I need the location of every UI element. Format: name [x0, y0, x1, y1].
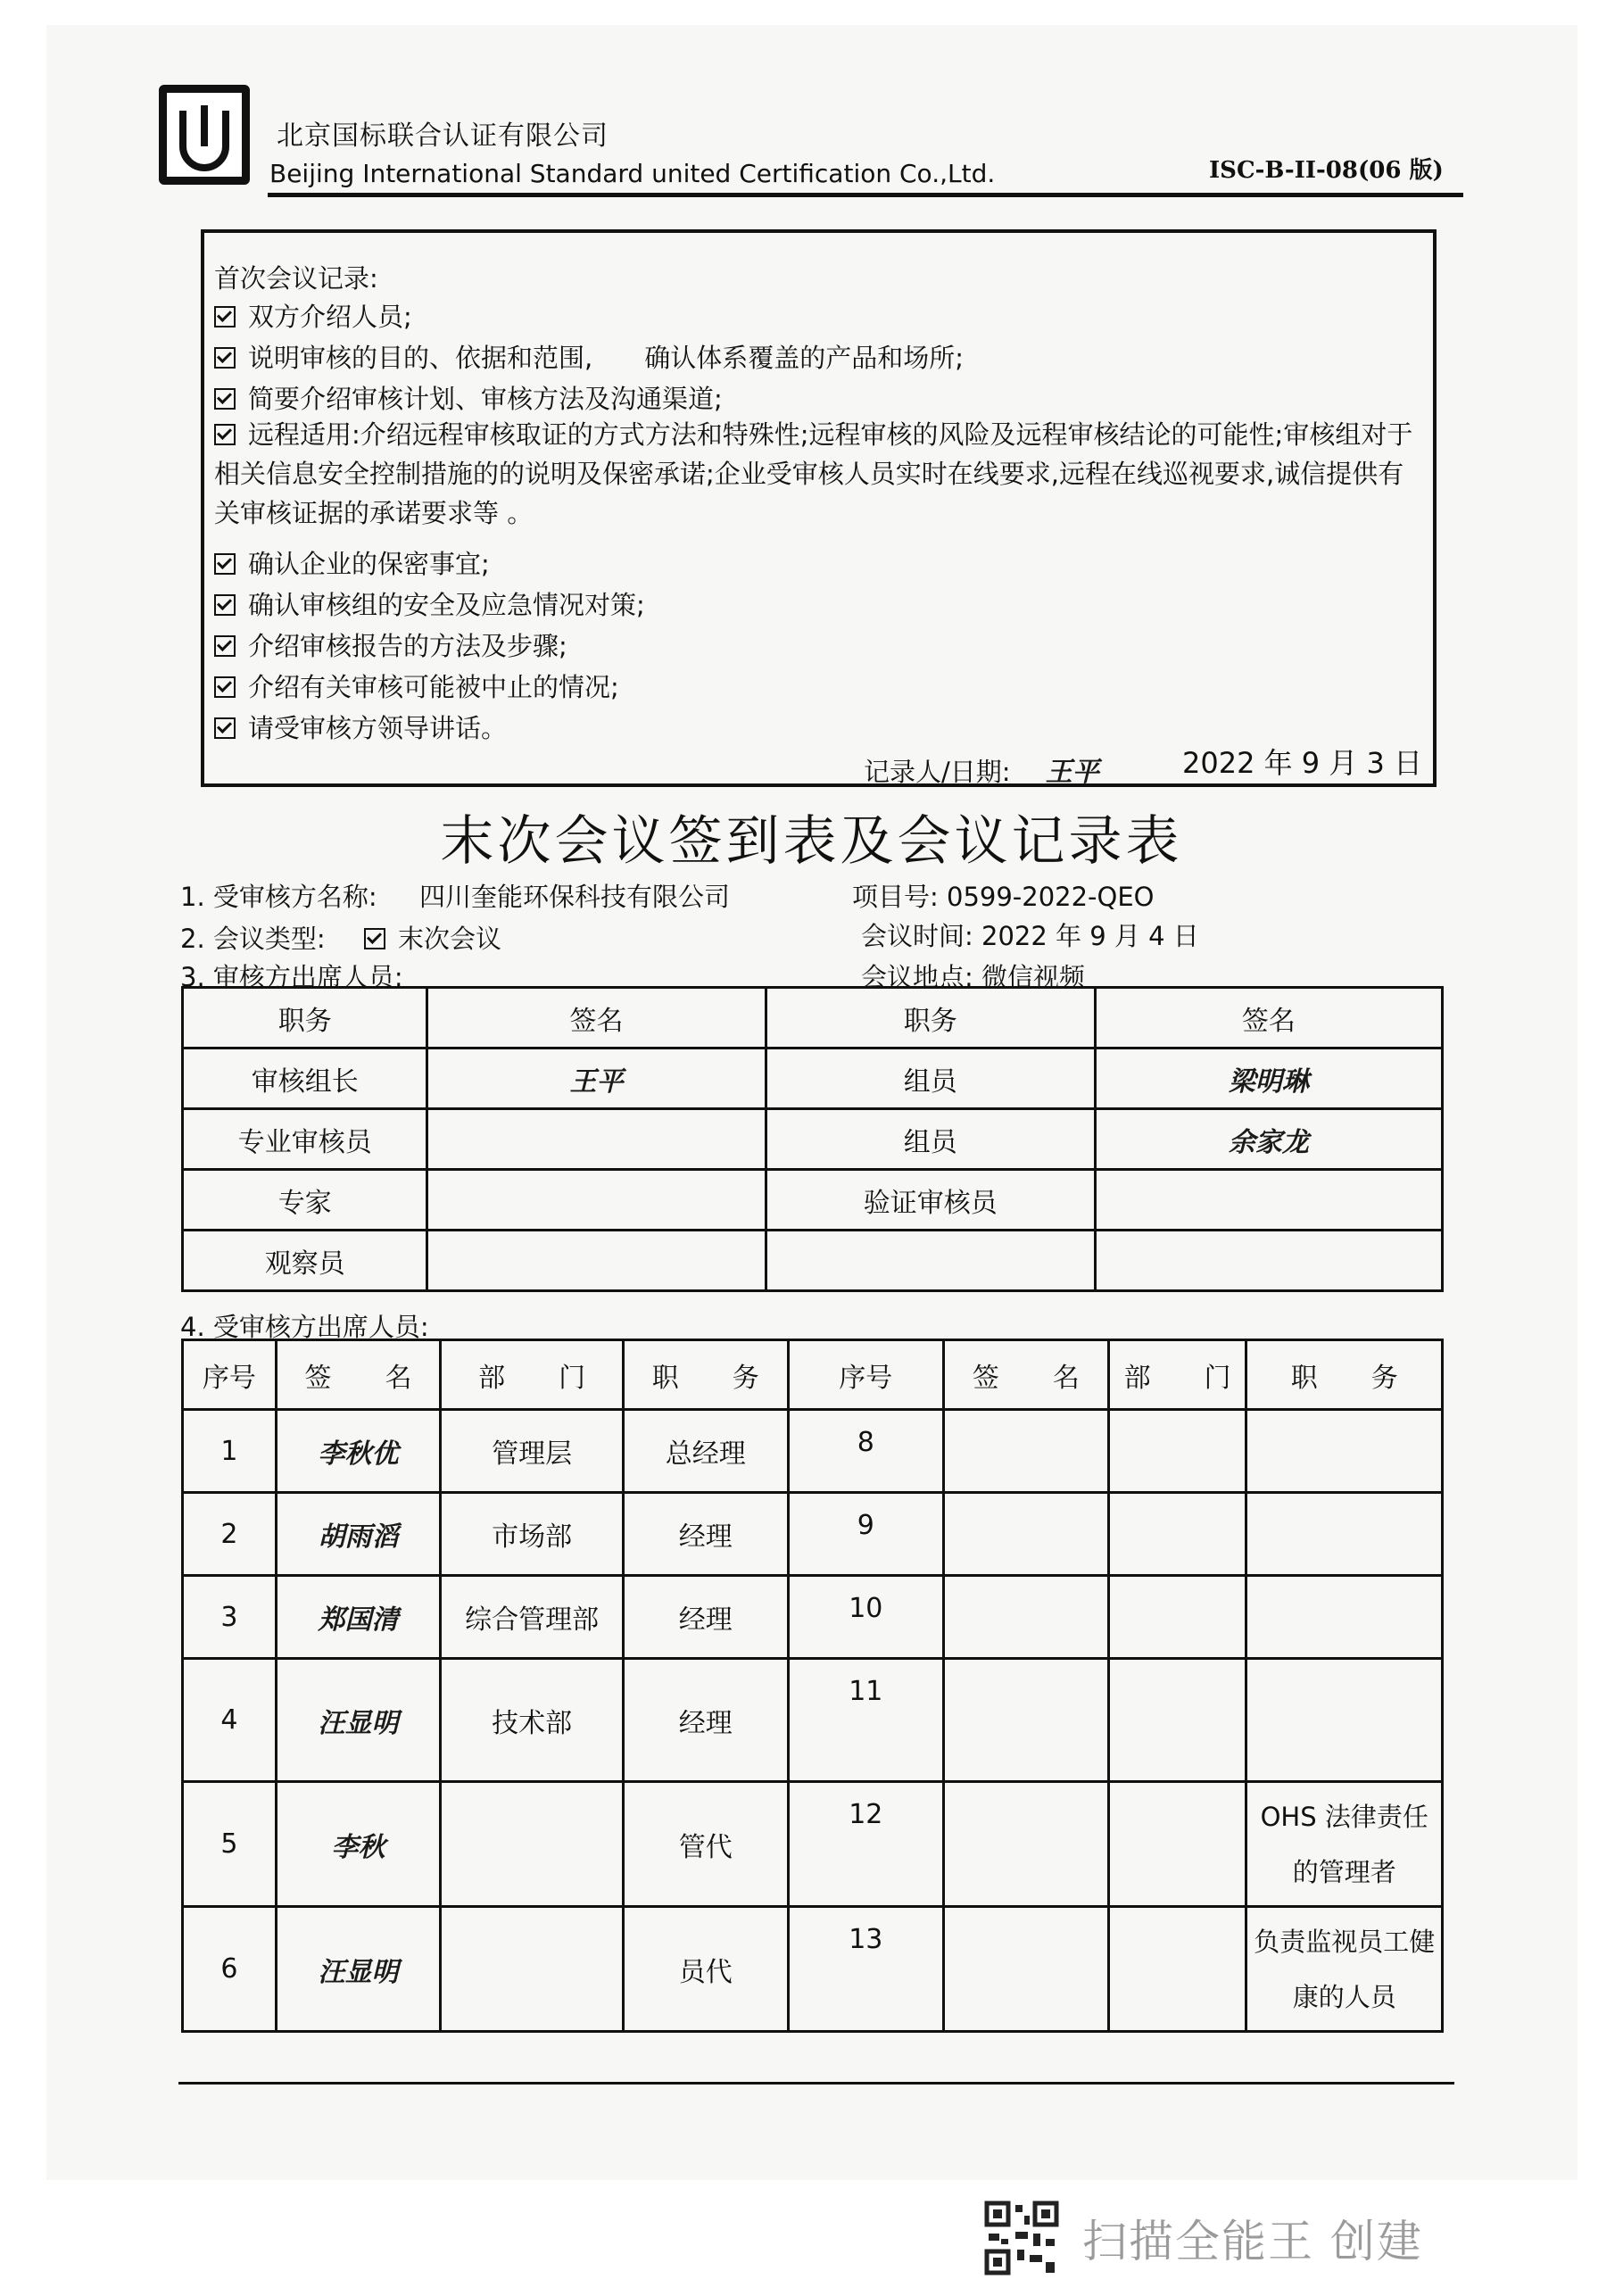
checkbox-checked-icon — [364, 928, 385, 949]
row-number: 13 — [788, 1907, 943, 2032]
signature-cell — [1095, 1170, 1442, 1231]
recorder-line — [864, 750, 1099, 789]
signature-cell — [944, 1576, 1109, 1659]
position-cell — [1246, 1410, 1443, 1493]
column-header: 部 门 — [1108, 1340, 1246, 1410]
qr-code-icon — [983, 2200, 1060, 2276]
department-cell: 管理层 — [441, 1410, 624, 1493]
column-header: 职 务 — [1246, 1340, 1443, 1410]
signature-cell — [944, 1410, 1109, 1493]
checklist-item: 确认审核组的安全及应急情况对策; — [214, 585, 645, 625]
signature-cell: 余家龙 — [1095, 1109, 1442, 1170]
department-cell: 市场部 — [441, 1493, 624, 1576]
signature-cell — [944, 1659, 1109, 1782]
signature-cell — [427, 1170, 766, 1231]
department-cell: 技术部 — [441, 1659, 624, 1782]
row-number: 2 — [183, 1493, 277, 1576]
table-row — [183, 1049, 1443, 1109]
checkbox-checked-icon — [214, 306, 236, 327]
table-row — [183, 1410, 1443, 1493]
checkbox-checked-icon — [214, 347, 236, 369]
department-cell — [441, 1782, 624, 1907]
signature-cell: 李秋优 — [276, 1410, 441, 1493]
position-cell: OHS 法律责任的管理者 — [1246, 1782, 1443, 1907]
column-header: 序号 — [788, 1340, 943, 1410]
department-cell — [1108, 1782, 1246, 1907]
checklist-item: 说明审核的目的、依据和范围, 确认体系覆盖的产品和场所; — [214, 338, 964, 377]
position-cell: 负责监视员工健康的人员 — [1246, 1907, 1443, 2032]
row-number: 10 — [788, 1576, 943, 1659]
column-header: 签 名 — [944, 1340, 1109, 1410]
column-header: 签名 — [427, 988, 766, 1049]
form-code: ISC-B-II-08(06 版) — [1209, 157, 1444, 184]
column-header: 职务 — [183, 988, 427, 1049]
first-meeting-title: 首次会议记录: — [214, 263, 378, 294]
column-header: 职务 — [766, 988, 1095, 1049]
checklist-item: 简要介绍审核计划、审核方法及沟通渠道; — [214, 379, 723, 419]
signature-cell: 胡雨滔 — [276, 1493, 441, 1576]
column-header: 签名 — [1095, 988, 1442, 1049]
position-cell — [1246, 1576, 1443, 1659]
checkbox-checked-icon — [214, 594, 236, 616]
isc-logo-icon — [159, 85, 250, 185]
checklist-item: 介绍有关审核可能被中止的情况; — [214, 667, 619, 707]
signature-cell — [427, 1231, 766, 1291]
department-cell — [1108, 1493, 1246, 1576]
role-cell: 验证审核员 — [766, 1170, 1095, 1231]
table-header-row — [183, 988, 1443, 1049]
meeting-place: 会议地点: 微信视频 — [861, 962, 1085, 992]
signature-cell: 郑国清 — [276, 1576, 441, 1659]
row-number: 3 — [183, 1576, 277, 1659]
table-row — [183, 1493, 1443, 1576]
table-header-row — [183, 1340, 1443, 1410]
signature-cell — [944, 1493, 1109, 1576]
department-cell — [441, 1907, 624, 2032]
signature-cell: 李秋 — [276, 1782, 441, 1907]
audit-team-label: 3. 审核方出席人员: — [180, 962, 403, 992]
column-header: 职 务 — [623, 1340, 788, 1410]
department-cell — [1108, 1576, 1246, 1659]
checkbox-checked-icon — [214, 717, 236, 739]
signature-cell — [1095, 1231, 1442, 1291]
auditee-label: 1. 受审核方名称: — [180, 882, 377, 912]
department-cell — [1108, 1659, 1246, 1782]
role-cell: 专家 — [183, 1170, 427, 1231]
auditee-attendees-label: 4. 受审核方出席人员: — [180, 1312, 429, 1342]
checklist-item: 双方介绍人员; — [214, 297, 412, 336]
department-cell — [1108, 1410, 1246, 1493]
company-name-cn: 北京国标联合认证有限公司 — [277, 120, 609, 152]
page-title: 末次会议签到表及会议记录表 — [440, 810, 1183, 873]
column-header: 序号 — [183, 1340, 277, 1410]
company-name-en: Beijing International Standard united Certification Co.,Ltd. — [269, 159, 996, 188]
role-cell: 专业审核员 — [183, 1109, 427, 1170]
checkbox-checked-icon — [214, 388, 236, 410]
recorder-signature: 王平 — [1045, 757, 1099, 788]
auditee-name: 四川奎能环保科技有限公司 — [419, 882, 731, 912]
department-cell: 综合管理部 — [441, 1576, 624, 1659]
checklist-item: 请受审核方领导讲话。 — [214, 709, 507, 748]
signature-cell: 梁明琳 — [1095, 1049, 1442, 1109]
position-cell: 管代 — [623, 1782, 788, 1907]
first-meeting-date: 2022 年 9 月 3 日 — [1182, 746, 1423, 780]
checkbox-checked-icon — [214, 424, 236, 445]
signature-cell: 汪显明 — [276, 1907, 441, 2032]
checklist-item: 介绍审核报告的方法及步骤; — [214, 626, 567, 666]
signature-cell — [944, 1782, 1109, 1907]
recorder-label: 记录人/日期: — [864, 757, 1011, 787]
column-header: 部 门 — [441, 1340, 624, 1410]
role-cell: 组员 — [766, 1109, 1095, 1170]
role-cell — [766, 1231, 1095, 1291]
meeting-time: 会议时间: 2022 年 9 月 4 日 — [861, 921, 1199, 951]
role-cell: 观察员 — [183, 1231, 427, 1291]
position-cell: 经理 — [623, 1493, 788, 1576]
table-row — [183, 1109, 1443, 1170]
checkbox-checked-icon — [214, 635, 236, 657]
table-row — [183, 1782, 1443, 1907]
checklist-item: 确认企业的保密事宜; — [214, 544, 490, 584]
table-row — [183, 1576, 1443, 1659]
table-row — [183, 1907, 1443, 2032]
role-cell: 审核组长 — [183, 1049, 427, 1109]
table-row — [183, 1231, 1443, 1291]
position-cell: 员代 — [623, 1907, 788, 2032]
position-cell: 总经理 — [623, 1410, 788, 1493]
role-cell: 组员 — [766, 1049, 1095, 1109]
row-number: 11 — [788, 1659, 943, 1782]
meeting-type-label: 2. 会议类型: — [180, 924, 326, 954]
row-number: 8 — [788, 1410, 943, 1493]
header-divider — [268, 193, 1463, 197]
audit-team-table — [181, 986, 1444, 1292]
row-number: 9 — [788, 1493, 943, 1576]
checkbox-checked-icon — [214, 676, 236, 698]
signature-cell: 王平 — [427, 1049, 766, 1109]
scanner-watermark: 扫描全能王 创建 — [1082, 2216, 1423, 2267]
project-number: 项目号: 0599-2022-QEO — [852, 882, 1155, 912]
row-number: 4 — [183, 1659, 277, 1782]
table-row — [183, 1170, 1443, 1231]
checkbox-checked-icon — [214, 553, 236, 575]
signature-cell — [944, 1907, 1109, 2032]
column-header: 签 名 — [276, 1340, 441, 1410]
row-number: 6 — [183, 1907, 277, 2032]
table-row — [183, 1659, 1443, 1782]
signature-cell: 汪显明 — [276, 1659, 441, 1782]
bottom-divider — [178, 2082, 1454, 2085]
position-cell — [1246, 1493, 1443, 1576]
row-number: 1 — [183, 1410, 277, 1493]
auditee-attendees-table — [181, 1339, 1444, 2033]
row-number: 5 — [183, 1782, 277, 1907]
position-cell: 经理 — [623, 1659, 788, 1782]
position-cell — [1246, 1659, 1443, 1782]
meeting-type: 末次会议 — [364, 919, 501, 956]
row-number: 12 — [788, 1782, 943, 1907]
signature-cell — [427, 1109, 766, 1170]
department-cell — [1108, 1907, 1246, 2032]
checklist-item: 远程适用:介绍远程审核取证的方式方法和特殊性;远程审核的风险及远程审核结论的可能性;审核组对于相关信息安全控制措施的的说明及保密承诺;企业受审核人员实时在线要求,远程在线巡视要求,诚信提供有关审核证据的承诺要求等 。 — [214, 419, 1413, 528]
position-cell: 经理 — [623, 1576, 788, 1659]
